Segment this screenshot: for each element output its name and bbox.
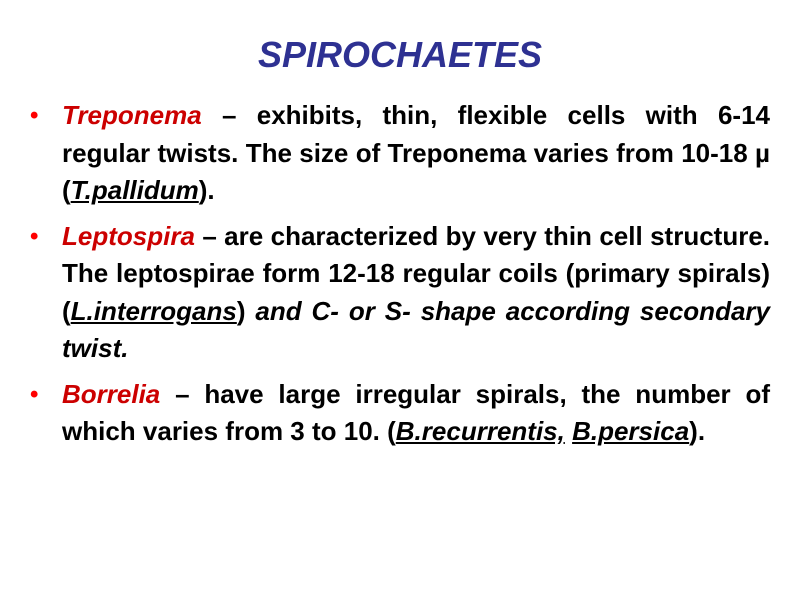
bullet-marker: • xyxy=(30,380,39,408)
bullet-text-end: ). xyxy=(689,416,706,446)
bullet-text: – are characterized by very thin cell structure. The leptospirae form 12-18 regular coils (primary spirals) ( xyxy=(62,220,770,326)
bullet-text-end: ). xyxy=(198,175,215,205)
species-name: B.persica xyxy=(572,416,690,446)
bullet-treponema xyxy=(30,97,770,210)
bullet-text: – have large irregular spirals, the number of which varies from 3 to 10. ( xyxy=(62,378,770,446)
species-name: L.interrogans xyxy=(70,295,237,326)
species-name: B.recurrentis, xyxy=(395,416,565,446)
bullet-list xyxy=(30,97,770,459)
species-separator xyxy=(565,416,572,446)
bullet-text: – exhibits, thin, flexible cells with 6-14 regular twists. The size of Treponema varies from 10-18 µ ( xyxy=(62,100,770,205)
genus-name: Treponema xyxy=(62,100,202,130)
bullet-text-end: ) xyxy=(236,295,256,326)
bullet-italic-tail: and C- or S- shape according secondary twist. xyxy=(62,295,770,363)
slide-title: SPIROCHAETES xyxy=(257,34,543,75)
bullet-borrelia xyxy=(30,376,770,451)
bullet-marker: • xyxy=(30,102,39,129)
bullet-leptospira xyxy=(30,218,770,368)
bullet-marker: • xyxy=(30,222,39,250)
genus-name: Leptospira xyxy=(62,220,195,251)
species-name: T.pallidum xyxy=(70,175,199,205)
genus-name: Borrelia xyxy=(62,378,161,409)
